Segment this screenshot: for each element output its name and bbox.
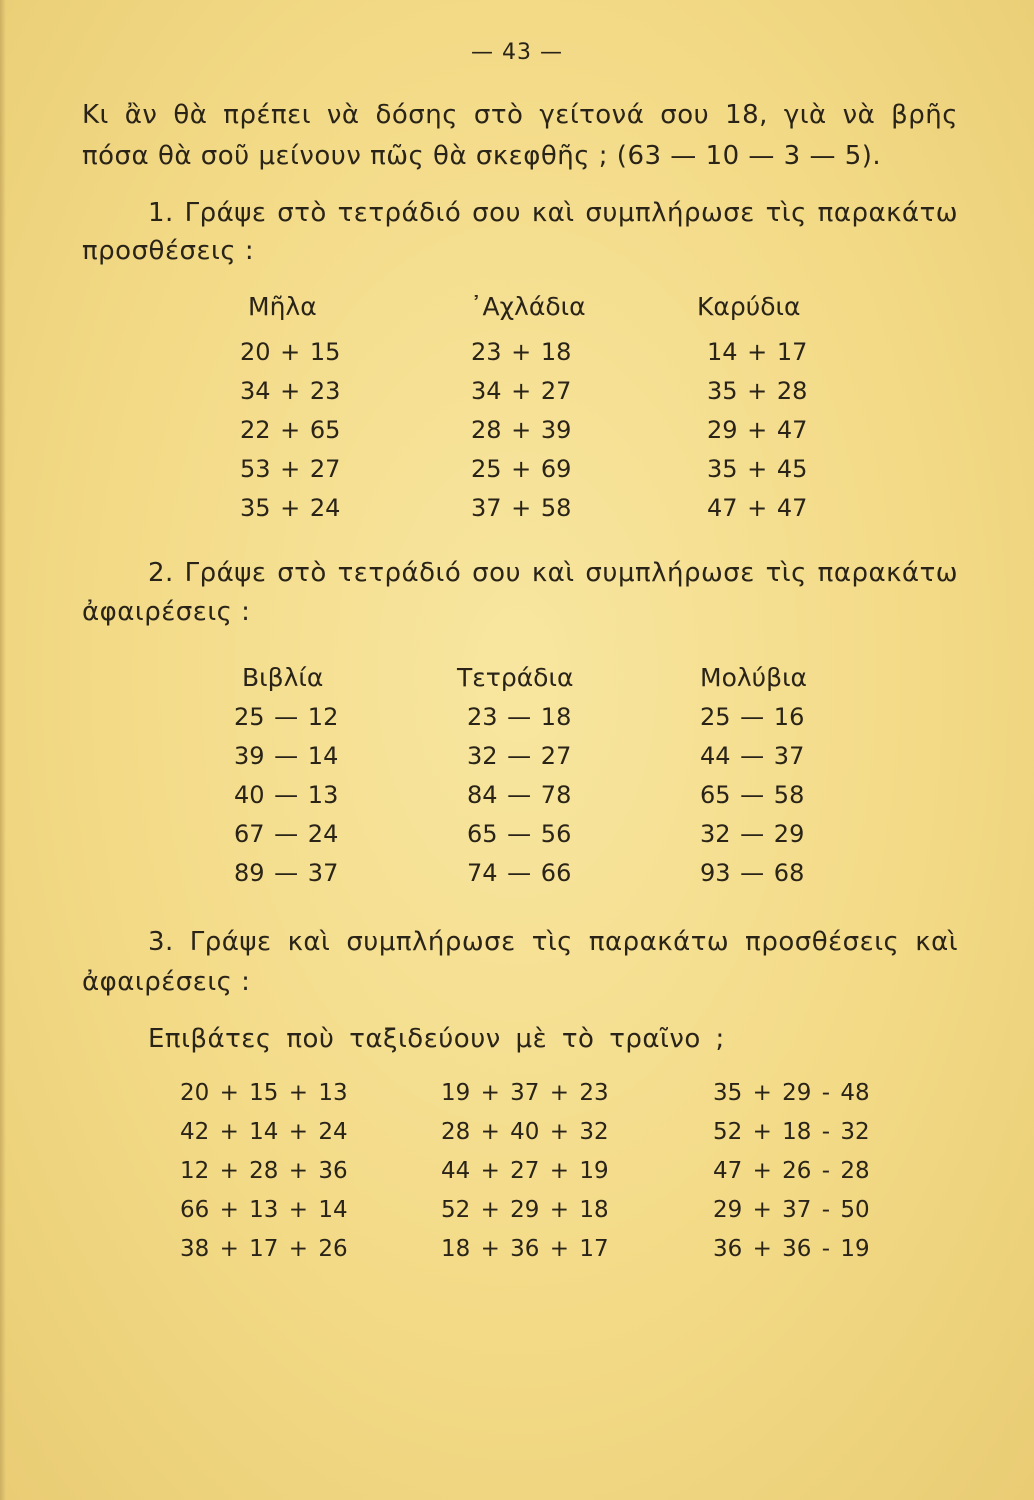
intro-line-1: Κι ἂν θὰ πρέπει νὰ δόσης στὸ γείτονά σου 18, γιὰ νὰ βρῆς	[82, 100, 958, 130]
addition-item: 35 + 28	[707, 377, 808, 405]
subtraction-item: 89 — 37	[234, 859, 339, 887]
subtraction-item: 25 — 16	[700, 703, 805, 731]
column-header-notebooks: Τετράδια	[457, 663, 574, 692]
column-header-books: Βιβλία	[242, 663, 324, 692]
intro-line-2: πόσα θὰ σοῦ μείνουν πῶς θὰ σκεφθῆς ; (63 — 10 — 3 — 5).	[82, 141, 882, 171]
mixed-operation-item: 47 + 26 - 28	[713, 1158, 870, 1184]
addition-item: 28 + 39	[471, 416, 572, 444]
subtraction-item: 32 — 29	[700, 820, 805, 848]
addition-item: 34 + 27	[471, 377, 572, 405]
addition-item: 23 + 18	[471, 338, 572, 366]
page-number: — 43 —	[471, 40, 563, 65]
subtraction-item: 23 — 18	[467, 703, 572, 731]
exercise-3-instruction: 3. Γράψε καὶ συμπλήρωσε τὶς παρακάτω προσθέσεις καὶ	[148, 927, 958, 957]
subtraction-item: 84 — 78	[467, 781, 572, 809]
addition-item: 37 + 58	[471, 494, 572, 522]
addition-item: 25 + 69	[471, 455, 572, 483]
addition-item: 20 + 15	[240, 338, 341, 366]
subtraction-item: 40 — 13	[234, 781, 339, 809]
subtraction-item: 93 — 68	[700, 859, 805, 887]
subtraction-item: 67 — 24	[234, 820, 339, 848]
mixed-operation-item: 20 + 15 + 13	[180, 1080, 348, 1106]
mixed-operation-item: 35 + 29 - 48	[713, 1080, 870, 1106]
addition-item: 22 + 65	[240, 416, 341, 444]
mixed-operation-item: 29 + 37 - 50	[713, 1197, 870, 1223]
mixed-operation-item: 18 + 36 + 17	[441, 1236, 609, 1262]
exercise-1-instruction-cont: προσθέσεις :	[82, 236, 255, 266]
subtraction-item: 39 — 14	[234, 742, 339, 770]
mixed-operation-item: 52 + 18 - 32	[713, 1119, 870, 1145]
addition-item: 47 + 47	[707, 494, 808, 522]
mixed-operation-item: 42 + 14 + 24	[180, 1119, 348, 1145]
subtraction-item: 32 — 27	[467, 742, 572, 770]
mixed-operation-item: 28 + 40 + 32	[441, 1119, 609, 1145]
addition-item: 14 + 17	[707, 338, 808, 366]
addition-item: 35 + 24	[240, 494, 341, 522]
mixed-operation-item: 44 + 27 + 19	[441, 1158, 609, 1184]
exercise-1-instruction: 1. Γράψε στὸ τετράδιό σου καὶ συμπλήρωσε τὶς παρακάτω	[148, 198, 958, 228]
exercise-2-instruction: 2. Γράψε στὸ τετράδιό σου καὶ συμπλήρωσε τὶς παρακάτω	[148, 558, 958, 588]
subtraction-item: 65 — 56	[467, 820, 572, 848]
subtraction-item: 25 — 12	[234, 703, 339, 731]
addition-item: 29 + 47	[707, 416, 808, 444]
column-header-apples: Μῆλα	[248, 292, 317, 321]
addition-item: 35 + 45	[707, 455, 808, 483]
subtraction-item: 65 — 58	[700, 781, 805, 809]
exercise-3-question: Επιβάτες ποὺ ταξιδεύουν μὲ τὸ τραῖνο ;	[148, 1024, 725, 1054]
addition-item: 53 + 27	[240, 455, 341, 483]
mixed-operation-item: 66 + 13 + 14	[180, 1197, 348, 1223]
column-header-walnuts: Καρύδια	[697, 292, 801, 321]
mixed-operation-item: 38 + 17 + 26	[180, 1236, 348, 1262]
mixed-operation-item: 19 + 37 + 23	[441, 1080, 609, 1106]
exercise-2-instruction-cont: ἀφαιρέσεις :	[82, 597, 251, 627]
mixed-operation-item: 12 + 28 + 36	[180, 1158, 348, 1184]
mixed-operation-item: 52 + 29 + 18	[441, 1197, 609, 1223]
column-header-pencils: Μολύβια	[700, 663, 808, 692]
page-edge-shadow	[0, 0, 6, 1500]
column-header-pears: ᾿Αχλάδια	[470, 292, 586, 321]
exercise-3-instruction-cont: ἀφαιρέσεις :	[82, 967, 251, 997]
subtraction-item: 74 — 66	[467, 859, 572, 887]
mixed-operation-item: 36 + 36 - 19	[713, 1236, 870, 1262]
subtraction-item: 44 — 37	[700, 742, 805, 770]
addition-item: 34 + 23	[240, 377, 341, 405]
